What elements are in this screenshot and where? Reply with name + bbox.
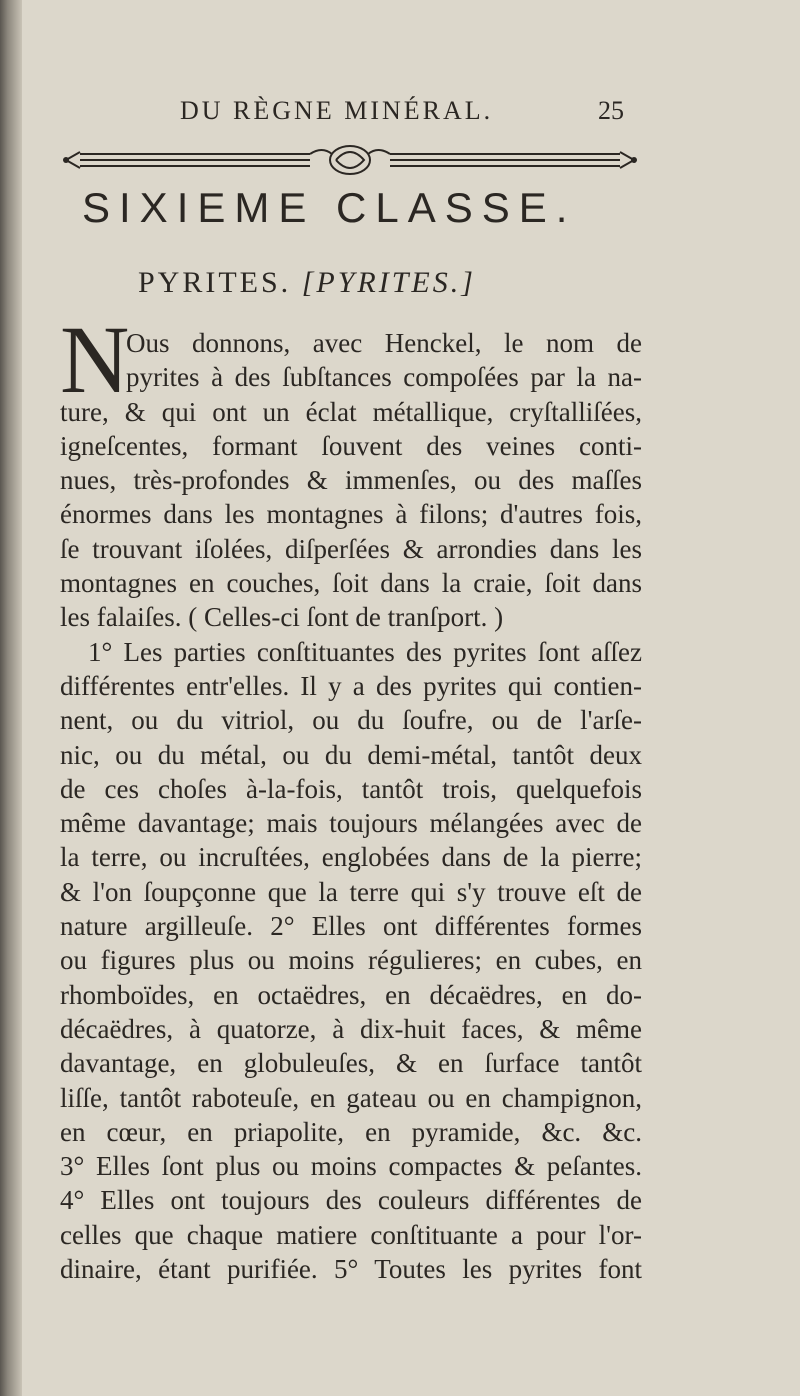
text-line: nic, ou du métal, ou du demi-métal, tantôt deux (60, 739, 642, 770)
section-heading (138, 266, 476, 300)
running-head-title: DU RÈGNE MINÉRAL. (180, 96, 494, 125)
text-line: 4° Elles ont toujours des couleurs différentes de (60, 1185, 642, 1216)
text-line: Ous donnons, avec Henckel, le nom de (126, 328, 642, 358)
page-number: 25 (598, 96, 624, 125)
text-line: nent, ou du vitriol, ou du ſoufre, ou de l'arſe- (60, 705, 642, 736)
text-line: décaëdres, à quatorze, à dix-huit faces, & même (60, 1013, 642, 1044)
text-line: ou figures plus ou moins régulieres; en cubes, en (60, 945, 642, 976)
text-line: ſe trouvant iſolées, diſperſées & arrondies dans les (60, 533, 642, 564)
text-line: celles que chaque matiere conſtituante a pour l'or- (60, 1219, 642, 1250)
text-line: ture, & qui ont un éclat métallique, cryſtalliſées, (60, 396, 642, 427)
running-header (0, 96, 800, 130)
body-text (60, 326, 642, 1286)
text-line: pyrites à des ſubſtances compoſées par la na- (126, 362, 642, 393)
text-line: nature argilleuſe. 2° Elles ont différentes formes (60, 911, 642, 942)
text-line: énormes dans les montagnes à filons; d'autres fois, (60, 499, 642, 530)
text-line: de ces choſes à-la-fois, tantôt trois, quelquefois (60, 773, 642, 804)
text-line: liſſe, tantôt raboteuſe, en gateau ou en champignon, (60, 1082, 642, 1113)
text-line: 3° Elles ſont plus ou moins compactes & peſantes. (60, 1151, 642, 1182)
text-line: rhomboïdes, en octaëdres, en décaëdres, en do- (60, 979, 642, 1010)
text-line: les falaiſes. ( Celles-ci ſont de tranſport. ) (60, 602, 504, 633)
text-line: montagnes en couches, ſoit dans la craie, ſoit dans (60, 568, 642, 599)
decorative-rule-ornament (60, 140, 640, 180)
text-line: igneſcentes, formant ſouvent des veines conti- (60, 430, 642, 461)
class-heading: SIXIEME CLASSE. (82, 184, 577, 231)
text-line: & l'on ſoupçonne que la terre qui s'y trouve eſt de (60, 876, 642, 907)
text-line: la terre, ou incruſtées, englobées dans de la pierre; (60, 842, 642, 873)
text-line: davantage, en globuleuſes, & en ſurface tantôt (60, 1048, 642, 1079)
section-title-latin: [PYRITES.] (301, 266, 476, 299)
text-line: même davantage; mais toujours mélangées avec de (60, 808, 642, 839)
drop-cap: N (60, 306, 130, 413)
text-line: en cœur, en priapolite, en pyramide, &c. &c. (60, 1116, 642, 1147)
book-spine-shadow (0, 0, 22, 1396)
section-title-french: PYRITES. (138, 266, 292, 299)
text-line: nues, très-profondes & immenſes, ou des maſſes (60, 465, 642, 496)
text-line: 1° Les parties conſtituantes des pyrites ſont aſſez (88, 636, 642, 667)
text-line: différentes entr'elles. Il y a des pyrites qui contien- (60, 670, 642, 701)
text-line: dinaire, étant purifiée. 5° Toutes les pyrites font (60, 1254, 642, 1285)
